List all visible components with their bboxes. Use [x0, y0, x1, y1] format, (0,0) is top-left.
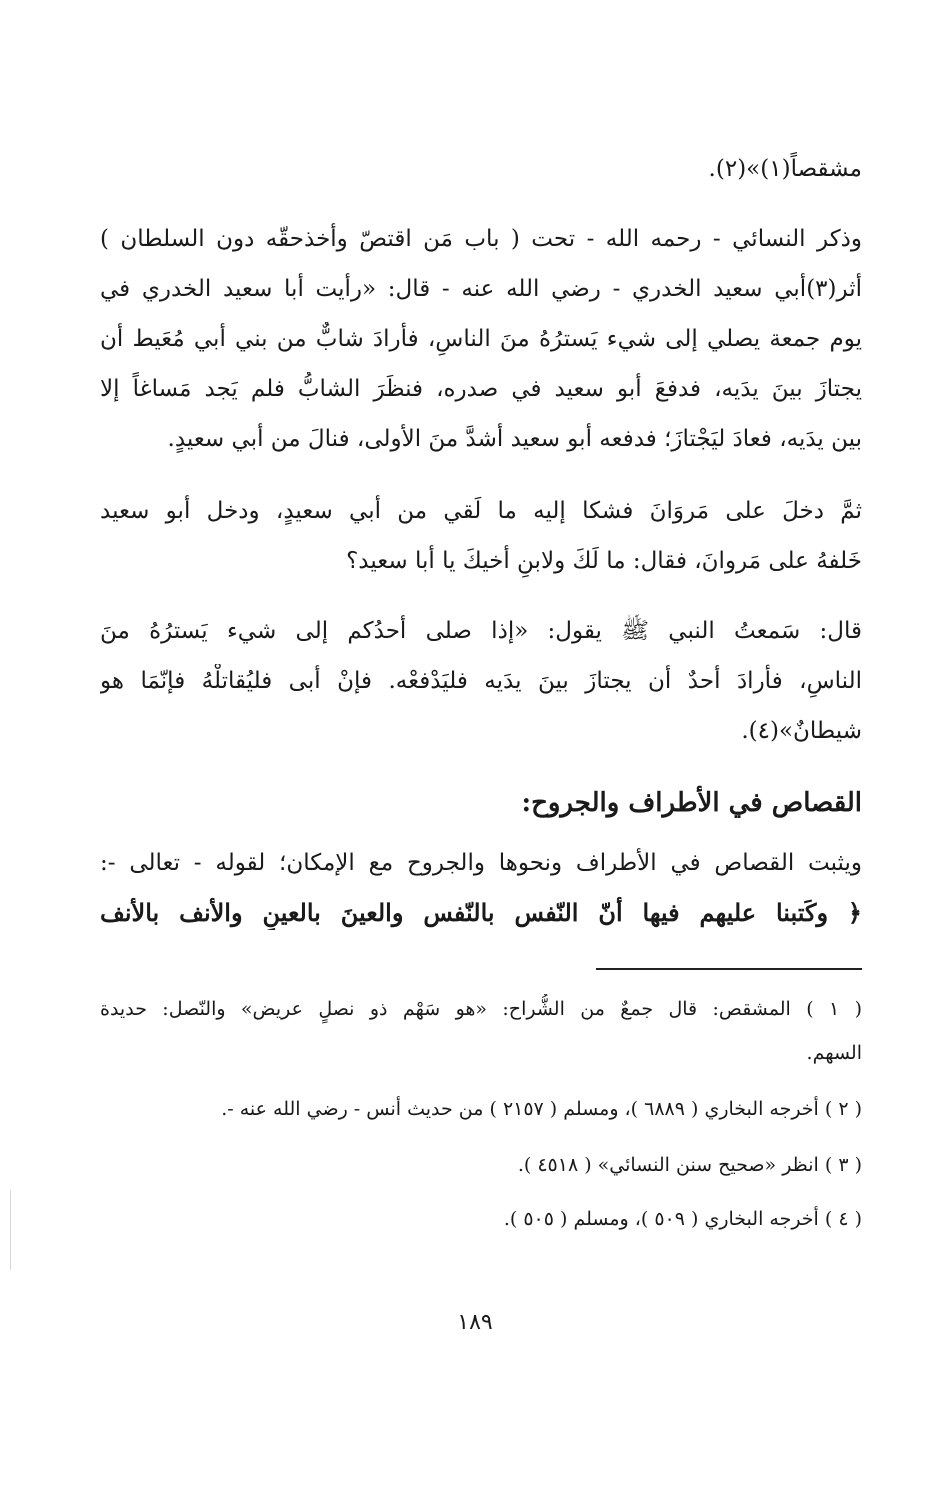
body-line-11: شيطانٌ»(٤). [741, 718, 862, 744]
body-line-7: ثمَّ دخلَ على مَروَانَ فشكا إليه ما لَقي من أبي سعيدٍ، ودخل أبو سعيد [100, 498, 862, 524]
body-line-8: خَلفهُ على مَروانَ، فقال: ما لَكَ ولابنِ أخيكَ يا أبا سعيد؟ [346, 548, 862, 574]
footnote-3: ( ٣ ) انظر «صحيح سنن النسائي» ( ٤٥١٨ ). [517, 1154, 862, 1176]
section-heading: القصاص في الأطراف والجروح: [521, 788, 862, 818]
page-number: ١٨٩ [457, 1310, 493, 1335]
body-line-12: ويثبت القصاص في الأطراف ونحوها والجروح مع الإمكان؛ لقوله - تعالى -: [100, 850, 862, 876]
body-line-5: يجتازَ بينَ يدَيه، فدفعَ أبو سعيد في صدره، فنظَرَ الشابُّ فلم يَجد مَساغاً إلا [100, 376, 862, 402]
body-line-2: وذكر النسائي - رحمه الله - تحت ( باب مَن اقتصّ وأخذحقّه دون السلطان ) [100, 226, 862, 252]
footnote-separator [596, 968, 862, 970]
body-line-10: الناسِ، فأرادَ أحدٌ أن يجتازَ بينَ يدَيه فليَدْفعْه. فإنْ أبى فليُقاتلْهُ فإنّمَا هو [100, 668, 862, 694]
footnote-2: ( ٢ ) أخرجه البخاري ( ٦٨٨٩ )، ومسلم ( ٢١٥٧ ) من حديث أنس - رضي الله عنه -. [221, 1098, 862, 1120]
body-line-3: أثر(٣)أبي سعيد الخدري - رضي الله عنه - قال: «رأيت أبا سعيد الخدري في [100, 276, 862, 302]
body-line-1: مشقصاً(١)»(٢). [708, 156, 862, 182]
body-line-9: قال: سَمعتُ النبي ﷺ يقول: «إذا صلى أحدُكم إلى شيء يَسترُهُ منَ [100, 618, 862, 644]
scan-edge-mark [10, 1190, 11, 1270]
footnote-4: ( ٤ ) أخرجه البخاري ( ٥٠٩ )، ومسلم ( ٥٠٥ ). [503, 1208, 862, 1230]
footnote-1-line-1: ( ١ ) المشقص: قال جمعٌ من الشُّراح: «هو سَهْم ذو نصلٍ عريض» والنّصل: حديدة [100, 998, 862, 1020]
body-line-4: يوم جمعة يصلي إلى شيء يَسترُهُ منَ الناسِ، فأرادَ شابٌّ من بني أبي مُعَيط أن [100, 326, 862, 352]
quran-verse-line: ﴿ وكَتبنا عليهم فيها أنّ النّفس بالنّفس والعينَ بالعينِ والأنف بالأنف [100, 898, 862, 927]
body-line-6: بين يدَيه، فعادَ ليَجْتازَ؛ فدفعه أبو سعيد أشدَّ منَ الأولى، فنالَ من أبي سعيدٍ. [167, 426, 862, 452]
footnote-1-line-2: السهم. [806, 1042, 862, 1064]
